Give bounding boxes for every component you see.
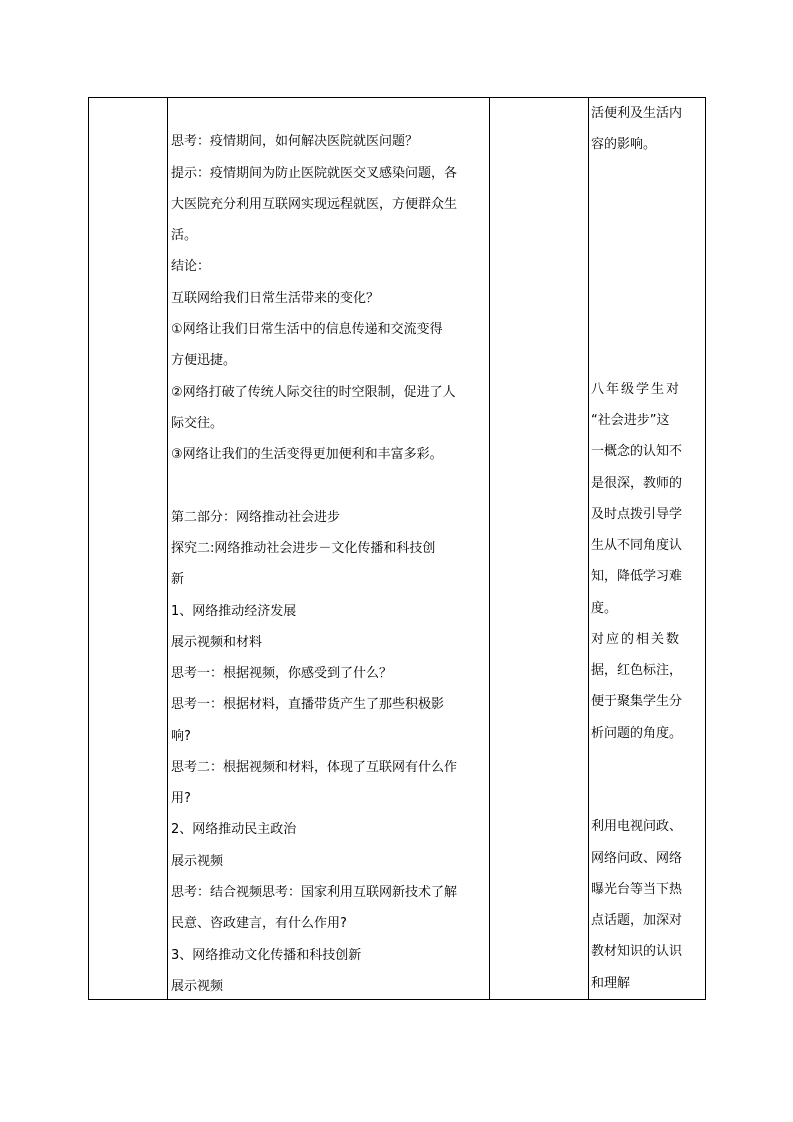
intent-line: 教材知识的认识 — [591, 944, 683, 959]
activity-line: 响? — [171, 729, 191, 744]
activity-line: 3、网络推动文化传播和科技创新 — [171, 948, 362, 963]
intent-line: 点话题，加深对 — [591, 913, 683, 928]
intent-line: 和理解 — [591, 976, 631, 991]
activity-line: 思考：疫情期间，如何解决医院就医问题？ — [171, 134, 419, 149]
activity-line: 展示视频 — [171, 854, 224, 869]
intent-line: 活便利及生活内 — [591, 106, 683, 121]
intent-line: 对应的相关数 — [591, 632, 682, 647]
intent-line: 度。 — [591, 601, 618, 616]
activity-line: 互联网给我们日常生活带来的变化？ — [171, 291, 380, 306]
intent-line: 据，红色标注， — [591, 663, 683, 678]
activity-line: 大医院充分利用互联网实现远程就医，方便群众生 — [171, 197, 458, 212]
column-divider — [489, 98, 490, 999]
intent-line: 便于聚集学生分 — [591, 694, 683, 709]
activity-line: 展示视频 — [171, 979, 224, 994]
column-divider — [588, 98, 589, 999]
activity-line: 2、网络推动民主政治 — [171, 822, 297, 837]
activity-line: 活。 — [171, 228, 198, 243]
activity-line: 思考：结合视频思考：国家利用互联网新技术了解 — [171, 885, 458, 900]
activity-line: ①网络让我们日常生活中的信息传递和交流变得 — [171, 322, 443, 337]
activity-line: 提示：疫情期间为防止医院就医交叉感染问题，各 — [171, 166, 458, 181]
activity-line: 方便迅捷。 — [171, 353, 237, 368]
intent-line: 析问题的角度。 — [591, 726, 683, 741]
intent-line: 容的影响。 — [591, 137, 657, 152]
activity-line: ②网络打破了传统人际交往的时空限制，促进了人 — [171, 385, 456, 400]
activity-line: 结论： — [171, 259, 211, 274]
intent-line: 一概念的认知不 — [591, 444, 683, 459]
intent-line: 利用电视问政、 — [591, 819, 683, 834]
lesson-plan-table — [88, 97, 706, 1000]
intent-line: 曝光台等当下热 — [591, 882, 683, 897]
activity-line: 展示视频和材料 — [171, 635, 263, 650]
section-heading: 第二部分：网络推动社会进步 — [171, 510, 341, 525]
intent-line: 网络问政、网络 — [591, 851, 683, 866]
intent-line: 八年级学生对 — [591, 382, 682, 397]
intent-line: 是很深，教师的 — [591, 476, 683, 491]
intent-line: “社会进步”这 — [591, 413, 670, 428]
activity-line: ③网络让我们的生活变得更加便利和丰富多彩。 — [171, 447, 443, 462]
activity-line: 探究二:网络推动社会进步－文化传播和科技创 — [171, 541, 436, 556]
activity-line: 思考一：根据视频，你感受到了什么？ — [171, 666, 393, 681]
activity-line: 思考一：根据材料，直播带货产生了那些积极影 — [171, 697, 445, 712]
column-divider — [167, 98, 168, 999]
activity-line: 新 — [171, 572, 185, 587]
activity-line: 际交往。 — [171, 416, 224, 431]
activity-line: 民意、咨政建言，有什么作用? — [171, 916, 347, 931]
activity-line: 用? — [171, 791, 191, 806]
activity-line: 1、网络推动经济发展 — [171, 604, 297, 619]
intent-line: 生从不同角度认 — [591, 538, 683, 553]
activity-line: 思考二：根据视频和材料，体现了互联网有什么作 — [171, 760, 458, 775]
intent-line: 知，降低学习难 — [591, 569, 683, 584]
intent-line: 及时点拨引导学 — [591, 507, 683, 522]
